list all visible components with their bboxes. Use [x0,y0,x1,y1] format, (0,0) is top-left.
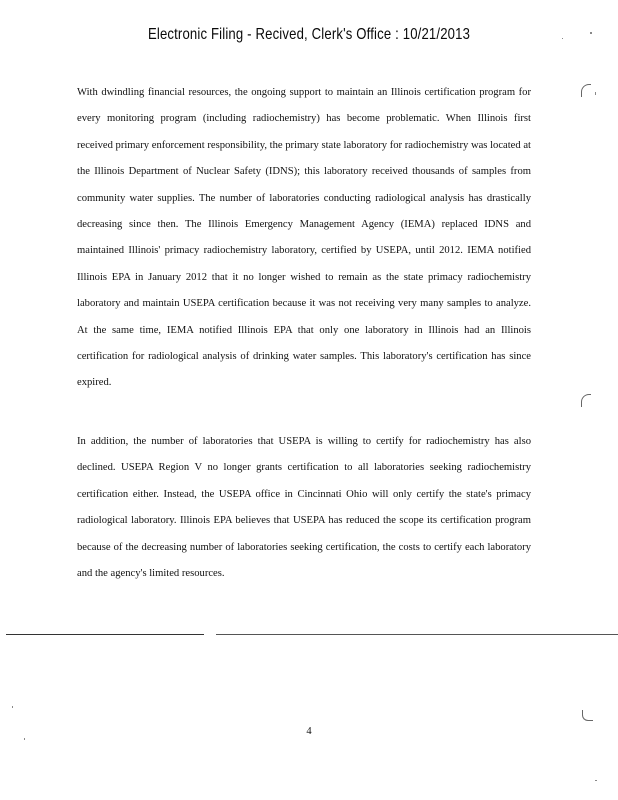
scan-mark-top [581,84,591,97]
scan-speck [562,38,563,39]
scan-mark-middle [581,394,591,407]
scan-speck [24,738,25,740]
scan-speck [590,32,592,34]
body-paragraph-2: In addition, the number of laboratories that USEPA is willing to certify for radiochemistry has also declined. USEPA Region V no longer grants certification to all laboratories seeking radiochemistry certification either. Instead, the USEPA office in Cincinnati Ohio will only certify the state's primacy radiological laboratory. Illinois EPA believes that USEPA has reduced the scope its certification program because of the decreasing number of laboratories seeking certification, the costs to certify each laboratory and the agency's limited resources. [77,436,531,580]
scan-mark-bottom [582,710,593,721]
scan-speck [595,780,597,781]
filing-stamp-header: Electronic Filing - Recived, Clerk's Office : 10/21/2013 [147,26,471,43]
scan-speck [595,92,596,95]
page-number: 4 [306,726,312,737]
footnote-separator-right [216,634,618,635]
scan-speck [12,706,13,708]
footnote-separator-left [6,634,204,635]
body-paragraph-1: With dwindling financial resources, the ongoing support to maintain an Illinois certification program for every monitoring program (including radiochemistry) has become problematic. When Illinois first received primary enforcement responsibility, the primary state laboratory for radiochemistry was located at the Illinois Department of Nuclear Safety (IDNS); this laboratory received thousands of samples from community water supplies. The number of laboratories conducting radiological analysis has drastically decreasing since then. The Illinois Emergency Management Agency (IEMA) replaced IDNS and maintained Illinois' primacy radiochemistry laboratory, certified by USEPA, until 2012. IEMA notified Illinois EPA in January 2012 that it no longer wished to remain as the state primacy radiochemistry laboratory and maintain USEPA certification because it was not receiving very many samples to analyze. At the same time, IEMA notified Illinois EPA that only one laboratory in Illinois had an Illinois certification for radiological analysis of drinking water samples. This laboratory's certification has since expired. [77,87,531,389]
